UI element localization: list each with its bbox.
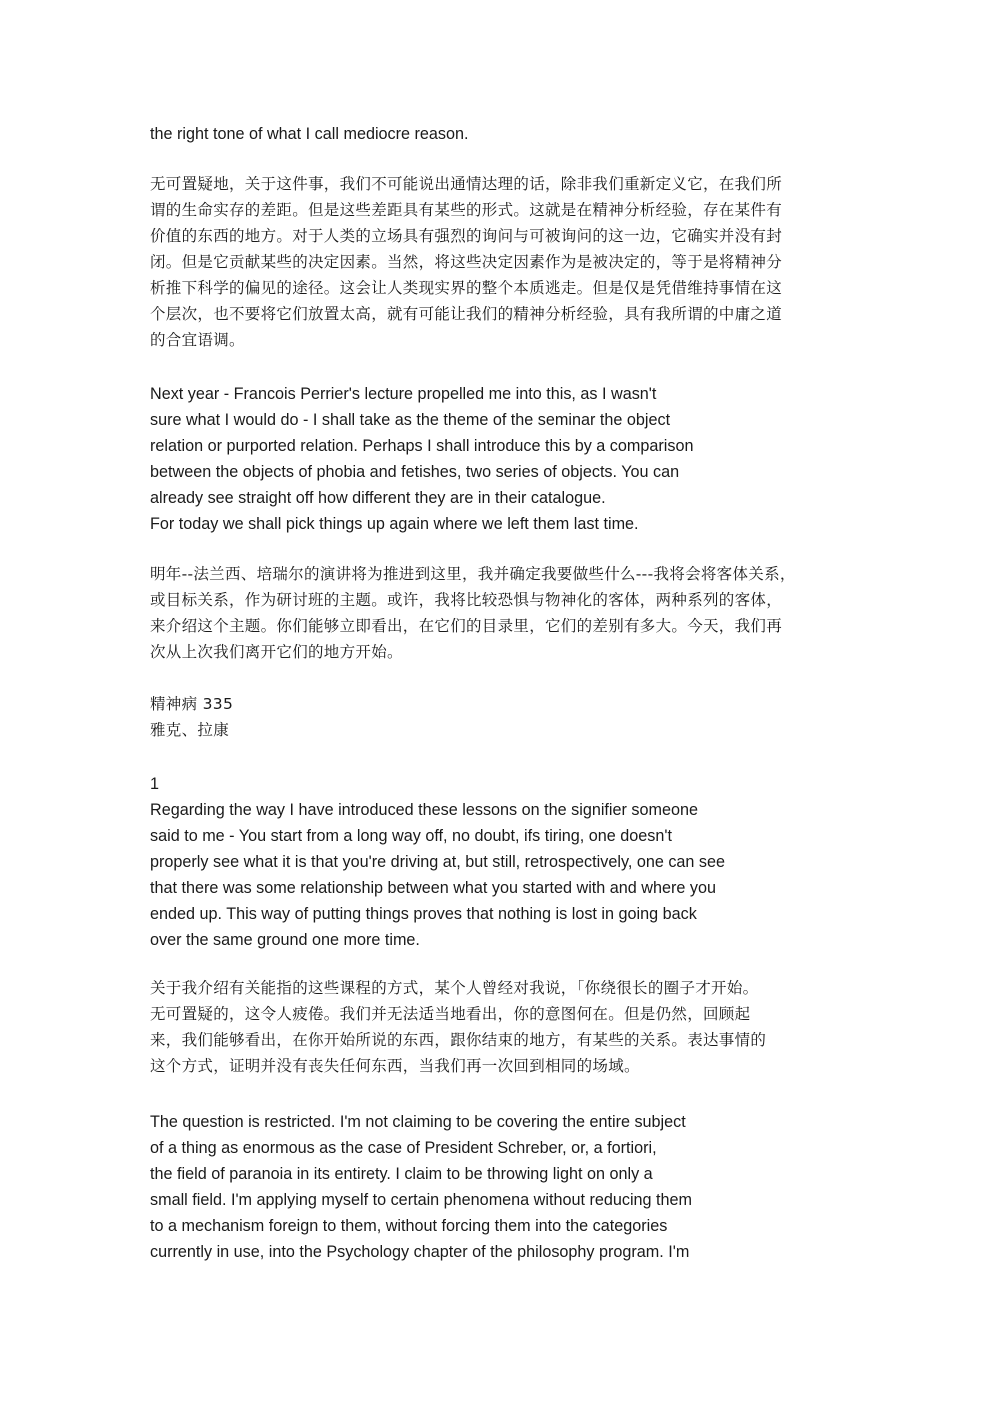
text-line: that there was some relationship between what you started with and where you bbox=[150, 879, 716, 897]
text-line: to a mechanism foreign to them, without forcing them into the categories bbox=[150, 1217, 668, 1235]
text-line: 的合宜语调。 bbox=[150, 331, 245, 349]
text-line: 雅克、拉康 bbox=[150, 721, 230, 739]
text-line: properly see what it is that you're driving at, but still, retrospectively, one can see bbox=[150, 853, 726, 871]
text-line: 来介绍这个主题。你们能够立即看出，在它们的目录里，它们的差别有多大。今天，我们再 bbox=[150, 617, 783, 635]
text-line: relation or purported relation. Perhaps I shall introduce this by a comparison bbox=[150, 437, 694, 455]
text-line: 1 bbox=[150, 775, 160, 793]
text-line: Regarding the way I have introduced these lessons on the signifier someone bbox=[150, 801, 699, 819]
text-line: 次从上次我们离开它们的地方开始。 bbox=[150, 643, 403, 661]
text-line: sure what I would do - I shall take as the theme of the seminar the object bbox=[150, 411, 671, 429]
text-line: For today we shall pick things up again where we left them last time. bbox=[150, 515, 639, 533]
text-line: The question is restricted. I'm not claiming to be covering the entire subject bbox=[150, 1113, 686, 1131]
text-line: said to me - You start from a long way off, no doubt, ifs tiring, one doesn't bbox=[150, 827, 672, 845]
text-line: 价值的东西的地方。对于人类的立场具有强烈的询问与可被询问的这一边，它确实并没有封 bbox=[150, 227, 783, 245]
text-line: between the objects of phobia and fetishes, two series of objects. You can bbox=[150, 463, 680, 481]
text-line: 或目标关系，作为研讨班的主题。或许，我将比较恐惧与物神化的客体，两种系列的客体， bbox=[150, 591, 783, 609]
text-line: 无可置疑的，这令人疲倦。我们并无法适当地看出，你的意图何在。但是仍然，回顾起 bbox=[150, 1005, 751, 1023]
text-line: 无可置疑地，关于这件事，我们不可能说出通情达理的话，除非我们重新定义它，在我们所 bbox=[150, 175, 783, 193]
text-line: the right tone of what I call mediocre reason. bbox=[150, 125, 469, 143]
text-line: 个层次，也不要将它们放置太高，就有可能让我们的精神分析经验，具有我所谓的中庸之道 bbox=[150, 305, 783, 323]
text-line: 明年--法兰西、培瑞尔的演讲将为推进到这里，我并确定我要做些什么---我将会将客体关系， bbox=[150, 565, 796, 583]
text-line: small field. I'm applying myself to certain phenomena without reducing them bbox=[150, 1191, 693, 1209]
text-line: 精神病 335 bbox=[150, 695, 234, 713]
text-line: of a thing as enormous as the case of President Schreber, or, a fortiori, bbox=[150, 1139, 657, 1157]
text-line: 关于我介绍有关能指的这些课程的方式，某个人曾经对我说，「你绕很长的圈子才开始。 bbox=[150, 979, 759, 997]
text-line: 这个方式，证明并没有丧失任何东西，当我们再一次回到相同的场域。 bbox=[150, 1057, 640, 1075]
text-line: currently in use, into the Psychology chapter of the philosophy program. I'm bbox=[150, 1243, 690, 1261]
text-line: already see straight off how different they are in their catalogue. bbox=[150, 489, 606, 507]
text-line: 闭。但是它贡献某些的决定因素。当然，将这些决定因素作为是被决定的，等于是将精神分 bbox=[150, 253, 783, 271]
text-line: ended up. This way of putting things proves that nothing is lost in going back bbox=[150, 905, 697, 923]
text-line: the field of paranoia in its entirety. I claim to be throwing light on only a bbox=[150, 1165, 653, 1183]
text-line: 来，我们能够看出，在你开始所说的东西，跟你结束的地方，有某些的关系。表达事情的 bbox=[150, 1031, 767, 1049]
text-line: 析推下科学的偏见的途径。这会让人类现实界的整个本质逃走。但是仅是凭借维持事情在这 bbox=[150, 279, 783, 297]
text-line: over the same ground one more time. bbox=[150, 931, 420, 949]
text-line: Next year - Francois Perrier's lecture propelled me into this, as I wasn't bbox=[150, 385, 657, 403]
text-line: 谓的生命实存的差距。但是这些差距具有某些的形式。这就是在精神分析经验，存在某件有 bbox=[150, 201, 783, 219]
